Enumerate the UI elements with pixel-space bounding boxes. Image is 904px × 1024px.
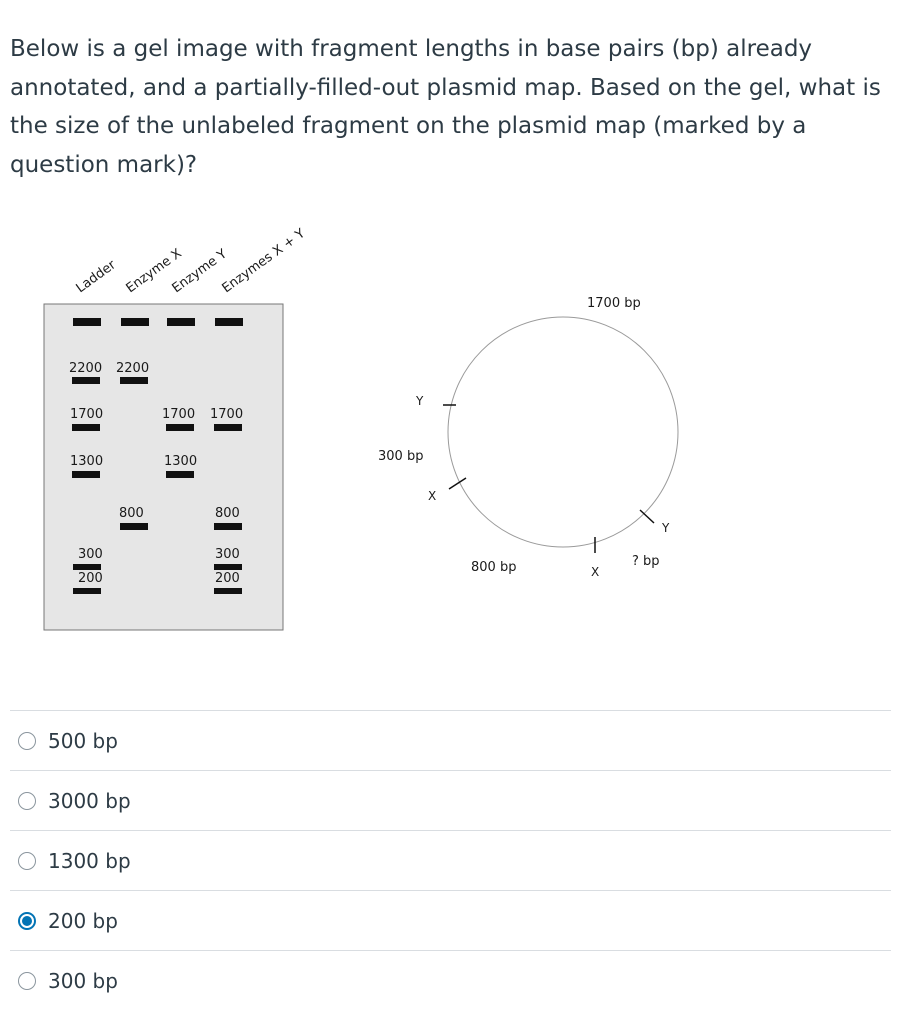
answer-option[interactable] (10, 830, 891, 890)
lane-label-ladder: Ladder (73, 257, 119, 297)
answer-option[interactable] (10, 890, 891, 950)
fragment-label-top: 1700 bp (587, 296, 641, 311)
gel-band (214, 424, 242, 431)
gel-band (214, 523, 242, 530)
radio-button[interactable] (18, 852, 36, 870)
band-label: 2200 (116, 361, 150, 376)
band-label: 800 (215, 506, 240, 521)
band-label: 200 (78, 571, 103, 586)
site-label-x: X (591, 565, 600, 579)
question-text: Below is a gel image with fragment lengths in base pairs (bp) already annotated, and a partially-filled-out plasmid map. Based on the gel, what is the size of the unlabeled fragment on the plasmid map (marked by a question mark)? (10, 36, 881, 178)
band-label: 1300 (164, 454, 198, 469)
answer-label: 200 bp (48, 908, 118, 933)
radio-button-selected[interactable] (18, 912, 36, 930)
lane-label-enzyme-x: Enzyme X (123, 246, 185, 297)
radio-button[interactable] (18, 732, 36, 750)
gel-band (166, 424, 194, 431)
answer-label: 3000 bp (48, 788, 131, 813)
gel-image (44, 226, 308, 630)
answer-option[interactable] (10, 710, 891, 770)
gel-band (73, 588, 101, 594)
radio-button[interactable] (18, 972, 36, 990)
well-enzyme-y (167, 318, 195, 326)
gel-band (72, 471, 100, 478)
gel-band (120, 377, 148, 384)
gel-band (214, 588, 242, 594)
answer-list (10, 710, 891, 1010)
site-label-x: X (428, 489, 437, 503)
well-ladder (73, 318, 101, 326)
gel-band (72, 377, 100, 384)
answer-label: 300 bp (48, 968, 118, 993)
gel-band (120, 523, 148, 530)
gel-band (214, 564, 242, 570)
cut-site-x-left (449, 478, 466, 489)
well-enzyme-x (121, 318, 149, 326)
cut-site-y-right (640, 510, 654, 523)
answer-label: 1300 bp (48, 848, 131, 873)
radio-button[interactable] (18, 792, 36, 810)
gel-band (72, 424, 100, 431)
answer-label: 500 bp (48, 728, 118, 753)
band-label: 800 (119, 506, 144, 521)
fragment-label-right: ? bp (632, 554, 660, 569)
answer-option[interactable] (10, 950, 891, 1010)
band-label: 2200 (69, 361, 103, 376)
band-label: 300 (78, 547, 103, 562)
fragment-label-bottom: 800 bp (471, 560, 517, 575)
band-label: 1700 (162, 407, 196, 422)
band-label: 1700 (210, 407, 244, 422)
answer-option[interactable] (10, 770, 891, 830)
band-label: 1300 (70, 454, 104, 469)
band-label: 300 (215, 547, 240, 562)
lane-label-enzyme-y: Enzyme Y (169, 246, 230, 297)
gel-band (73, 564, 101, 570)
lane-label-enzymes-xy: Enzymes X + Y (219, 226, 309, 297)
site-label-y: Y (416, 394, 424, 408)
site-label-y: Y (662, 521, 670, 535)
well-enzymes-xy (215, 318, 243, 326)
gel-band (166, 471, 194, 478)
band-label: 200 (215, 571, 240, 586)
plasmid-map (378, 296, 678, 579)
fragment-label-left: 300 bp (378, 449, 424, 464)
band-label: 1700 (70, 407, 104, 422)
